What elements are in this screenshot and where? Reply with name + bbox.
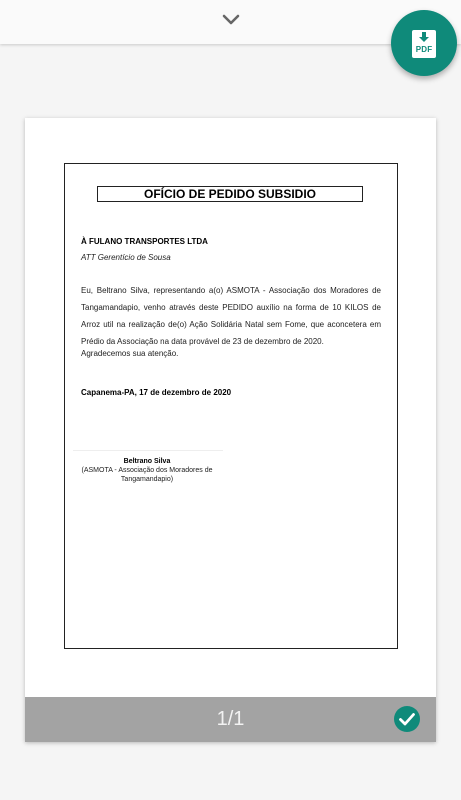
check-circle-icon[interactable] [393,705,421,733]
thanks-line: Agradecemos sua atenção. [81,349,179,358]
recipient: À FULANO TRANSPORTES LTDA [81,237,208,246]
page-indicator: 1/1 [216,708,245,730]
place-date: Capanema-PA, 17 de dezembro de 2020 [81,388,232,397]
download-arrow-icon [418,32,430,44]
pdf-label: PDF [415,45,433,54]
signature-line [73,450,223,451]
document-page [25,118,436,742]
download-pdf-button[interactable] [391,10,457,76]
attention-line: ATT Gerentício de Sousa [81,253,171,262]
document-border [64,163,398,649]
signatory-org: (ASMOTA - Associação dos Moradores de Tangamandapio) [81,467,213,483]
signatory-name: Beltrano Silva [123,458,171,465]
page-bar [25,697,436,742]
body-paragraph: Eu, Beltrano Silva, representando a(o) ASMOTA - Associação dos Moradores de Tangamandapio, venho através deste PEDIDO auxílio na forma de 10 KILOS de Arroz util na realização de(o) Ação Solidária Natal sem Fome, que aconcetera em Prédio da Associação na data provável de 23 de dezembro de 2020. [81,286,381,346]
document-title: OFÍCIO DE PEDIDO SUBSIDIO [97,186,363,202]
chevron-down-icon[interactable] [220,10,242,30]
pdf-file-icon [412,30,436,58]
